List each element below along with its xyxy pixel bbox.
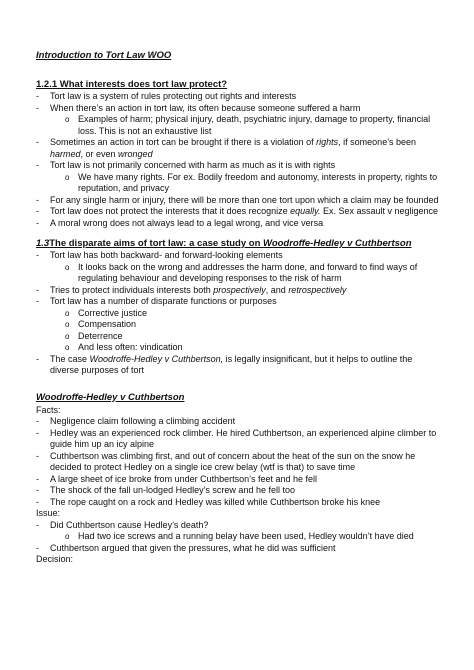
sub-list-item: o Deterrence xyxy=(50,331,440,343)
list-item: - Tries to protect individuals interests both prospectively, and retrospectively xyxy=(36,285,440,297)
list-item: - Cuthbertson was climbing first, and out of concern about the heat of the sun on the snow he decided to protect Hedley on a single ice crew belay (wtf is that) to save time xyxy=(36,451,440,474)
document-title: Introduction to Tort Law WOO xyxy=(36,50,172,61)
list-item: - Cuthbertson argued that given the pressures, what he did was sufficient xyxy=(36,543,440,555)
list-item: - The shock of the fall un-lodged Hedley’s screw and he fell too xyxy=(36,485,440,497)
decision-label: Decision: xyxy=(36,554,74,564)
issue-list xyxy=(36,520,440,555)
sub-list-item: o Corrective justice xyxy=(50,308,440,320)
interests-list xyxy=(36,91,440,229)
case-title: Woodroffe-Hedley v Cuthbertson xyxy=(36,391,185,403)
sub-list-item: o Compensation xyxy=(50,319,440,331)
list-item: - Tort law has a number of disparate functions or purposes o Corrective justice o Compensation o Deterrence o And less often: vindication xyxy=(36,296,440,354)
sub-list-item: o We have many rights. For ex. Bodily freedom and autonomy, interests in property, rights to reputation, and privacy xyxy=(50,172,440,195)
issue-label: Issue: xyxy=(36,508,61,518)
list-item: - Tort law is a system of rules protecting out rights and interests xyxy=(36,91,440,103)
list-item: - Negligence claim following a climbing accident xyxy=(36,416,440,428)
list-item: - Sometimes an action in tort can be brought if there is a violation of rights, if someone’s been harmed, or even wronged xyxy=(36,137,440,160)
list-item: - Tort law does not protect the interests that it does recognize equally. Ex. Sex assault v negligence xyxy=(36,206,440,218)
list-item: - A moral wrong does not always lead to a legal wrong, and vice versa xyxy=(36,218,440,230)
list-item: - Tort law is not primarily concerned with harm as much as it is with rights o We have many rights. For ex. Bodily freedom and autonomy, interests in property, rights to reputation, and privacy xyxy=(36,160,440,195)
sub-list-item: o Examples of harm; physical injury, death, psychiatric injury, damage to property, financial loss. This is not an exhaustive list xyxy=(50,114,440,137)
section-heading-disparate-aims: 1.3The disparate aims of tort law: a case study on Woodroffe-Hedley v Cuthbertson xyxy=(36,238,412,249)
aims-list xyxy=(36,250,440,377)
section-heading-interests: 1.2.1 What interests does tort law protect? xyxy=(36,79,228,90)
list-item: - Hedley was an experienced rock climber. He hired Cuthbertson, an experienced alpine climber to guide him up an icy alpine xyxy=(36,428,440,451)
sub-list-item: o Had two ice screws and a running belay have been used, Hedley wouldn’t have died xyxy=(50,531,440,543)
list-item: - A large sheet of ice broke from under Cuthbertson’s feet and he fell xyxy=(36,474,440,486)
list-item: - For any single harm or injury, there will be more than one tort upon which a claim may be founded xyxy=(36,195,440,207)
list-item: - The case Woodroffe-Hedley v Cuthbertson, is legally insignificant, but it helps to outline the diverse purposes of tort xyxy=(36,354,440,377)
list-item: - Tort law has both backward- and forward-looking elements o It looks back on the wrong and addresses the harm done, and forward to find ways of regulating behaviour and developing responses to the risk of harm xyxy=(36,250,440,285)
list-item: - When there’s an action in tort law, its often because someone suffered a harm o Examples of harm; physical injury, death, psychiatric injury, damage to property, financial loss. This is not an exhaustive list xyxy=(36,103,440,138)
facts-label: Facts: xyxy=(36,404,61,415)
list-item: - Did Cuthbertson cause Hedley’s death? o Had two ice screws and a running belay have been used, Hedley wouldn’t have died xyxy=(36,520,440,543)
sub-list-item: o And less often: vindication xyxy=(50,342,440,354)
list-item: - The rope caught on a rock and Hedley was killed while Cuthbertson broke his knee xyxy=(36,497,440,509)
facts-list xyxy=(36,416,440,508)
sub-list-item: o It looks back on the wrong and addresses the harm done, and forward to find ways of regulating behaviour and developing responses to the risk of harm xyxy=(50,262,440,285)
